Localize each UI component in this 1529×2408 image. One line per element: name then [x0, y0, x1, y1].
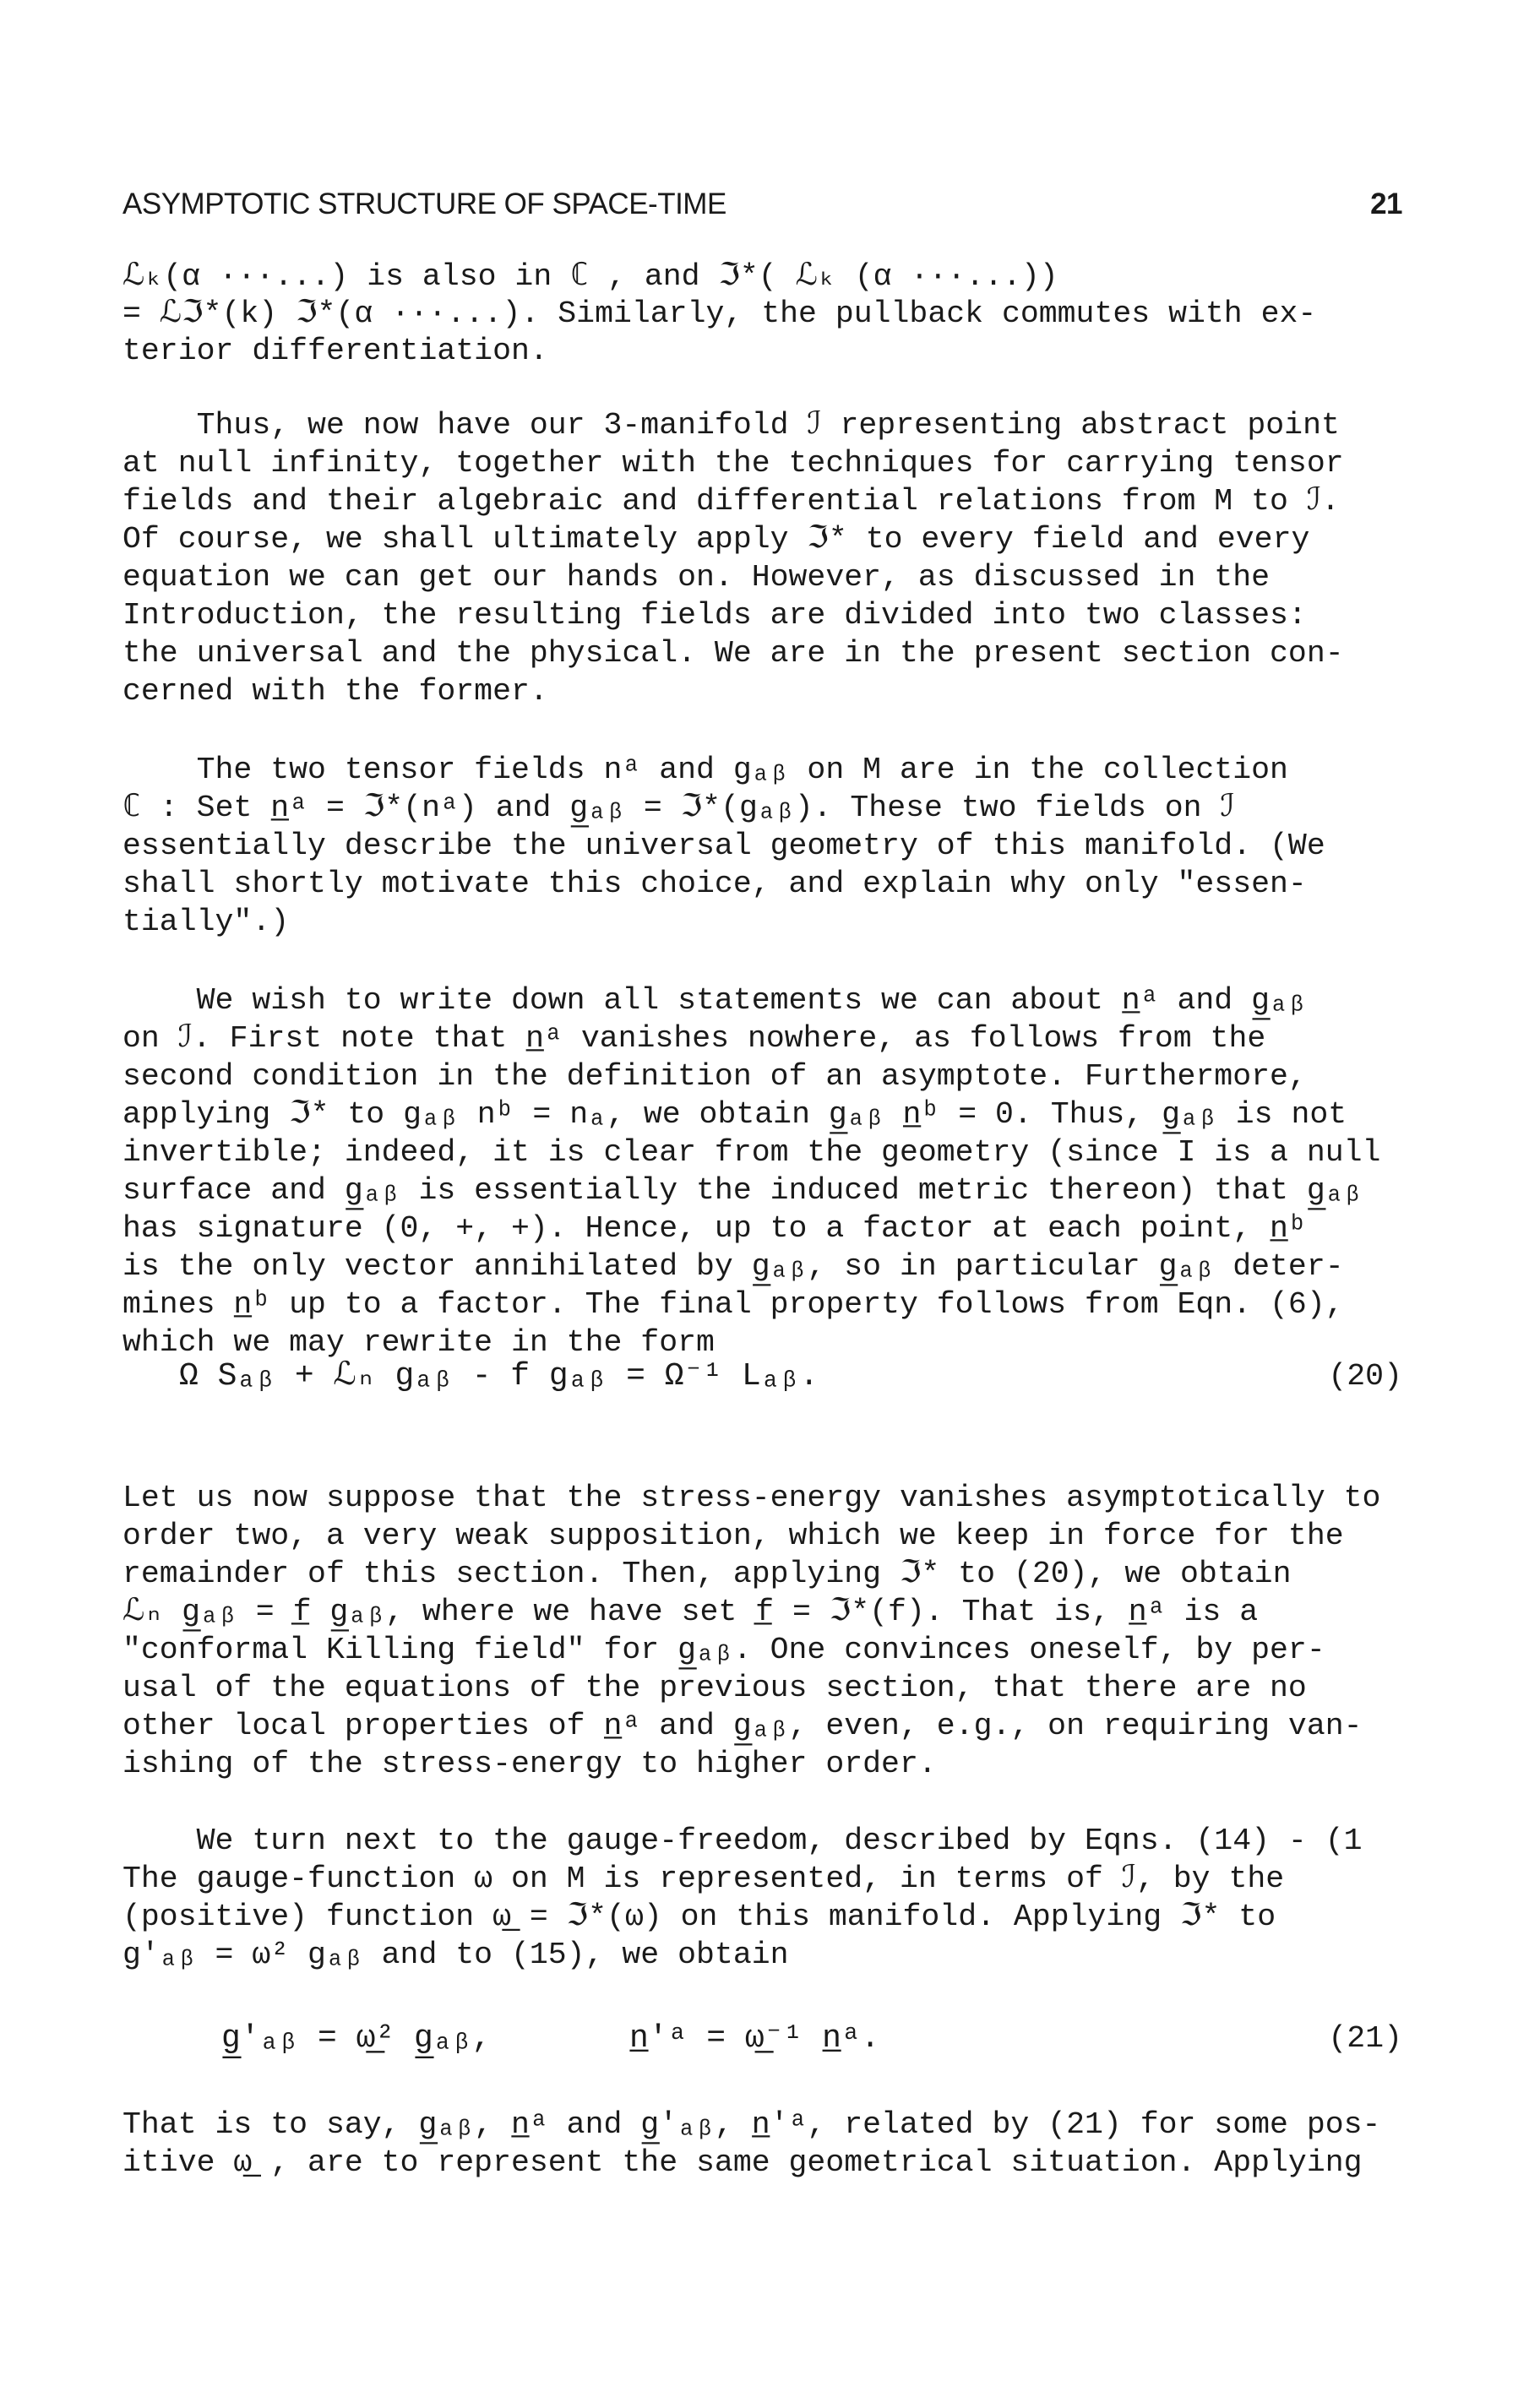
text-line: second condition in the definition of an asymptote. Furthermore, — [122, 1059, 1307, 1094]
text-line: surface and g̲ₐᵦ is essentially the induced metric thereon) that g̲ₐᵦ — [122, 1173, 1363, 1208]
text-line: ℒₖ(α ···...) is also in ℂ , and ℑ*( ℒₖ (α ···...)) — [122, 259, 1058, 294]
text-line: terior differentiation. — [122, 334, 548, 368]
equation-left: g̲'ₐᵦ = ω̲² g̲ₐᵦ, — [221, 2020, 492, 2057]
page-number: 21 — [1370, 188, 1402, 220]
text-line: We wish to write down all statements we can about n̲ᵃ and g̲ₐᵦ — [122, 983, 1307, 1018]
text-line: Thus, we now have our 3-manifold ℐ representing abstract point — [122, 408, 1340, 443]
text-line: g'ₐᵦ = ω² gₐᵦ and to (15), we obtain — [122, 1938, 789, 1972]
equation-body: Ω Sₐᵦ + ℒₙ gₐᵦ - f gₐᵦ = Ω⁻¹ Lₐᵦ. — [179, 1358, 819, 1394]
text-line: (positive) function ω̲ = ℑ*(ω) on this manifold. Applying ℑ* to — [122, 1900, 1276, 1934]
text-line: has signature (0, +, +). Hence, up to a factor at each point, n̲ᵇ — [122, 1211, 1307, 1246]
equation-right: n̲'ᵃ = ω̲⁻¹ n̲ᵃ. — [629, 2020, 880, 2057]
text-line: The gauge-function ω on M is represented, in terms of ℐ, by the — [122, 1862, 1285, 1896]
running-header — [122, 188, 1402, 230]
text-line: The two tensor fields nᵃ and gₐᵦ on M are in the collection — [122, 753, 1288, 787]
text-line: Of course, we shall ultimately apply ℑ* to every field and every — [122, 522, 1310, 557]
text-line: which we may rewrite in the form — [122, 1325, 715, 1360]
text-line: That is to say, g̲ₐᵦ, n̲ᵃ and g̲'ₐᵦ, n̲'ᵃ, related by (21) for some pos- — [122, 2107, 1381, 2142]
text-line: other local properties of n̲ᵃ and g̲ₐᵦ, even, e.g., on requiring van- — [122, 1709, 1363, 1743]
text-line: "conformal Killing field" for g̲ₐᵦ. One convinces oneself, by per- — [122, 1633, 1325, 1667]
equation-number: (20) — [1328, 1359, 1402, 1394]
text-line: shall shortly motivate this choice, and explain why only "essen- — [122, 867, 1307, 901]
text-line: = ℒℑ*(k) ℑ*(α ···...). Similarly, the pullback commutes with ex- — [122, 296, 1317, 331]
text-line: at null infinity, together with the techniques for carrying tensor — [122, 446, 1344, 481]
text-line: itive ω̲ , are to represent the same geometrical situation. Applying — [122, 2145, 1363, 2180]
text-line: ℒₙ g̲ₐᵦ = f̲ g̲ₐᵦ, where we have set f̲ = ℑ*(f). That is, n̲ᵃ is a — [122, 1595, 1259, 1629]
text-line: We turn next to the gauge-freedom, described by Eqns. (14) - (1 — [122, 1824, 1363, 1858]
text-line: on ℐ. First note that n̲ᵃ vanishes nowhere, as follows from the — [122, 1021, 1266, 1056]
text-line: usal of the equations of the previous section, that there are no — [122, 1671, 1307, 1705]
text-line: mines n̲ᵇ up to a factor. The final property follows from Eqn. (6), — [122, 1287, 1344, 1322]
text-line: fields and their algebraic and differential relations from M to ℐ. — [122, 484, 1340, 519]
text-line: ishing of the stress-energy to higher order. — [122, 1747, 937, 1781]
text-line: Introduction, the resulting fields are divided into two classes: — [122, 598, 1307, 633]
equation-number: (21) — [1328, 2021, 1402, 2056]
text-line: order two, a very weak supposition, which we keep in force for the — [122, 1519, 1344, 1553]
text-line: the universal and the physical. We are in the present section con- — [122, 636, 1344, 671]
text-line: equation we can get our hands on. However, as discussed in the — [122, 560, 1271, 595]
running-title: ASYMPTOTIC STRUCTURE OF SPACE-TIME — [122, 188, 726, 220]
text-line: remainder of this section. Then, applying ℑ* to (20), we obtain — [122, 1557, 1292, 1591]
text-line: is the only vector annihilated by g̲ₐᵦ, so in particular g̲ₐᵦ deter- — [122, 1249, 1344, 1284]
text-line: cerned with the former. — [122, 674, 548, 709]
text-line: tially".) — [122, 905, 290, 939]
text-line: ℂ : Set n̲ᵃ = ℑ*(nᵃ) and g̲ₐᵦ = ℑ*(gₐᵦ). These two fields on ℐ — [122, 791, 1235, 825]
text-line: invertible; indeed, it is clear from the geometry (since I is a null — [122, 1135, 1381, 1170]
text-line: applying ℑ* to gₐᵦ nᵇ = nₐ, we obtain g̲ₐᵦ n̲ᵇ = 0. Thus, g̲ₐᵦ is not — [122, 1097, 1347, 1132]
text-line: Let us now suppose that the stress-energy vanishes asymptotically to — [122, 1481, 1381, 1515]
text-line: essentially describe the universal geometry of this manifold. (We — [122, 829, 1325, 863]
